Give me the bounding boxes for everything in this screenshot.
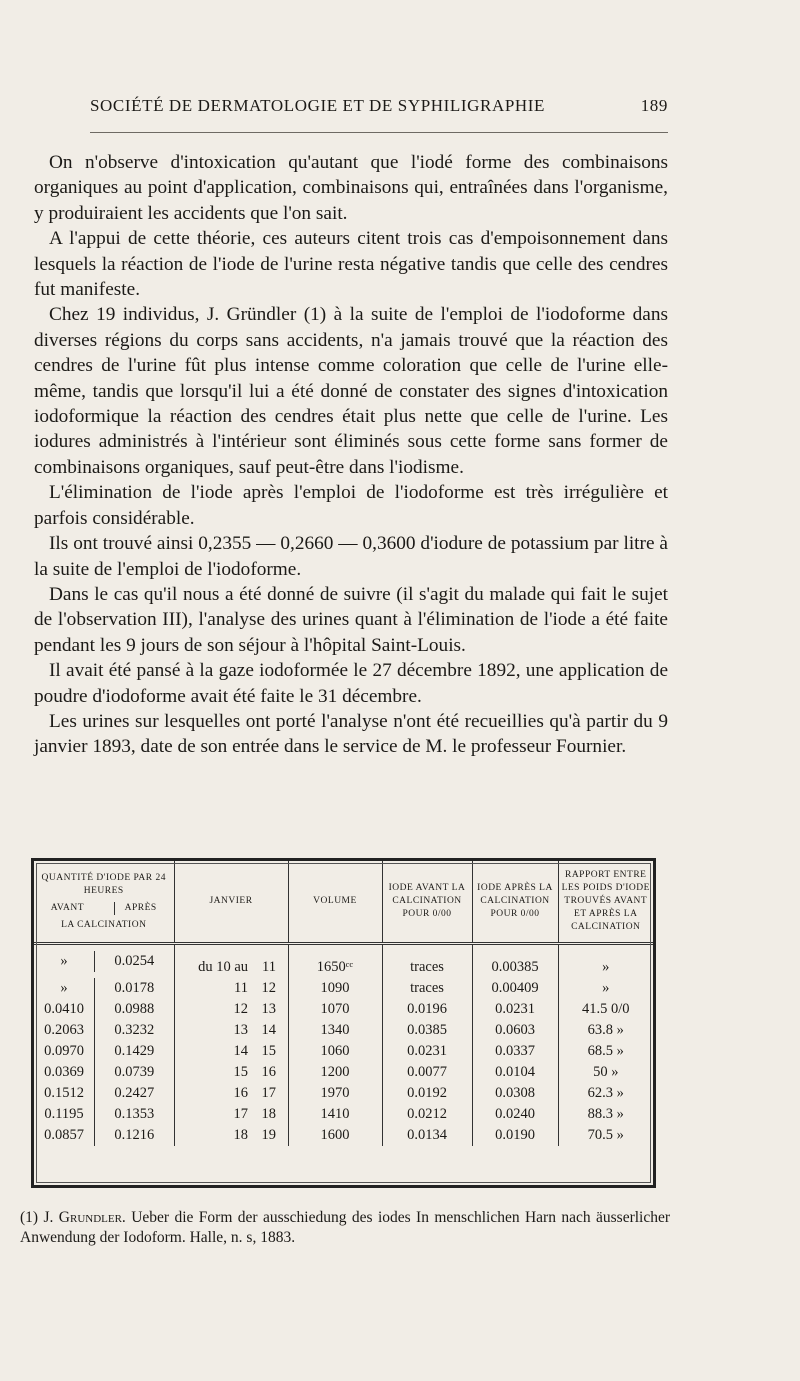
cell-volume: 1340 [288,1020,382,1041]
cell-janvier [174,944,288,979]
cell-iode-avant: 0.0212 [382,1104,472,1125]
cell-rapport: 68.5 » [587,1043,624,1059]
cell-volume: 1600 [288,1125,382,1146]
cell-apres: 0.3232 [114,1022,155,1038]
cell-apres: 0.1216 [114,1127,155,1143]
cell-iode-avant: traces [382,944,472,979]
cell-iode-apres: 0.0190 [472,1125,558,1146]
cell-iode-avant: 0.0134 [382,1125,472,1146]
cell-janvier [174,1062,288,1083]
cell-iode-avant: 0.0196 [382,999,472,1020]
cell-iode-apres: 0.0337 [472,1041,558,1062]
cell-quantite [34,944,174,979]
cell-janvier [174,1041,288,1062]
cell-janvier [174,978,288,999]
header-calcination: LA CALCINATION [61,919,147,930]
cell-janvier-to: 17 [261,1085,276,1101]
header-quantite-title: QUANTITÉ D'IODE PAR 24 HEURES [41,872,166,896]
header-volume: VOLUME [288,861,382,944]
cell-janvier-from: 14 [233,1043,248,1059]
cell-rapport: 70.5 » [587,1127,624,1143]
table-row [34,944,653,979]
cell-rapport: » [602,980,610,996]
cell-avant: 0.0970 [34,1041,95,1062]
cell-avant: 0.0857 [34,1125,95,1146]
cell-quantite [34,1125,174,1146]
header-rapport: RAPPORT ENTRE LES POIDS D'IODE TROUVÉS AVANT ET APRÈS LA CALCINATION [561,870,650,932]
running-header [90,96,668,116]
cell-apres: 0.2427 [114,1085,155,1101]
cell-quantite [34,978,174,999]
cell-quantite [34,1083,174,1104]
cell-janvier-from: 12 [233,1001,248,1017]
cell-iode-avant: 0.0192 [382,1083,472,1104]
cell-rapport: » [602,959,610,975]
cell-quantite [34,1020,174,1041]
cell-iode-avant: 0.0077 [382,1062,472,1083]
cell-apres: 0.1353 [114,1106,155,1122]
cell-quantite [34,1041,174,1062]
paragraph: Chez 19 individus, J. Gründler (1) à la suite de l'emploi de l'iodoforme dans diverses régions du corps sans accidents, n'a jamais trouvé que la réaction des cendres de l'urine fût plus intense comme coloration que celle de l'urine elle-même, tandis que lorsqu'il lui a été donné de constater des signes d'intoxication iodoformique la réaction des cendres était plus nette que celle de l'urine. Les iodures administrés à l'intérieur sont éliminés sous cette forme sans former de combinaisons organiques, sauf peut-être dans l'iodisme. [34,304,668,478]
cell-apres: 0.0988 [114,1001,155,1017]
cell-avant: 0.0369 [34,1062,95,1083]
footnote-author: J. Grundler. [43,1209,126,1226]
table-row [34,1041,653,1062]
cell-volume: 1410 [288,1104,382,1125]
cell-iode-avant: 0.0385 [382,1020,472,1041]
table-row [34,1083,653,1104]
cell-rapport: 63.8 » [587,1022,624,1038]
cell-iode-apres: 0.0308 [472,1083,558,1104]
paragraph: A l'appui de cette théorie, ces auteurs citent trois cas d'empoisonnement dans lesquels la réaction de l'iode de l'urine resta négative tandis que celle des cendres fut manifeste. [34,228,668,301]
footnote-text: Ueber die Form der ausschiedung des iodes In menschlichen Harn nach äusserlicher Anwendung der Iodoform. Halle, n. s, 1883. [20,1209,671,1246]
cell-rapport: 88.3 » [587,1106,624,1122]
cell-iode-apres: 0.0240 [472,1104,558,1125]
cell-janvier-from: 15 [233,1064,248,1080]
paragraph: On n'observe d'intoxication qu'autant que l'iodé forme des combinaisons organiques au point d'application, combinaisons qui, entraînées dans l'organisme, y produiraient les accidents que l'on sait. [34,152,668,224]
table-row [34,999,653,1020]
cell-janvier [174,1083,288,1104]
header-iode-apres: IODE APRÈS LA CALCINATION POUR 0/00 [472,861,558,944]
running-title: SOCIÉTÉ DE DERMATOLOGIE ET DE SYPHILIGRAPHIE [90,96,546,115]
cell-apres: 0.1429 [114,1043,155,1059]
cell-iode-avant: 0.0231 [382,1041,472,1062]
cell-janvier [174,1125,288,1146]
cell-janvier-from: 18 [233,1127,248,1143]
header-janvier: JANVIER [174,861,288,944]
header-iode-avant: IODE AVANT LA CALCINATION POUR 0/00 [382,861,472,944]
cell-apres: 0.0739 [114,1064,155,1080]
cell-iode-apres: 0.0603 [472,1020,558,1041]
header-rule [90,132,668,133]
cell-janvier-from: 16 [233,1085,248,1101]
cell-rapport: 50 » [593,1064,619,1080]
cell-rapport: 41.5 0/0 [581,1001,630,1017]
paragraph: L'élimination de l'iode après l'emploi de l'iodoforme est très irrégulière et parfois considérable. [34,482,668,529]
paragraph: Les urines sur lesquelles ont porté l'analyse n'ont été recueillies qu'à partir du 9 janvier 1893, date de son entrée dans le service de M. le professeur Fournier. [34,710,668,758]
cell-iode-apres: 0.00409 [472,978,558,999]
cell-volume: 1070 [288,999,382,1020]
header-avant: AVANT [50,902,85,913]
cell-quantite [34,1062,174,1083]
table-row [34,978,653,999]
cell-avant: 0.2063 [34,1020,95,1041]
body-text [34,150,668,760]
cell-janvier-to: 15 [261,1043,276,1059]
table-row [34,1125,653,1146]
page-number: 189 [640,96,668,115]
cell-rapport: 62.3 » [587,1085,624,1101]
cell-janvier [174,1020,288,1041]
paragraph: Dans le cas qu'il nous a été donné de suivre (il s'agit du malade qui fait le sujet de l'observation III), l'analyse des urines quant à l'élimination de l'iode a été faite pendant les 9 jours de son séjour à l'hôpital Saint-Louis. [34,583,668,656]
cell-janvier-to: 12 [261,980,276,996]
cell-janvier-to: 13 [261,1001,276,1017]
table-row [34,1104,653,1125]
cell-avant: » [34,978,95,999]
cell-iode-apres: 0.0231 [472,999,558,1020]
cell-volume: 1200 [288,1062,382,1083]
cell-iode-avant: traces [382,978,472,999]
cell-avant: 0.1512 [34,1083,95,1104]
cell-janvier-from: 11 [234,980,248,996]
paragraph: Il avait été pansé à la gaze iodoformée le 27 décembre 1892, une application de poudre d'iodoforme avait été faite le 31 décembre. [34,660,668,707]
cell-iode-apres: 0.0104 [472,1062,558,1083]
cell-janvier-from: 17 [233,1106,248,1122]
header-quantite [34,861,174,944]
table-row [34,1062,653,1083]
cell-avant: 0.1195 [34,1104,95,1125]
cell-apres: 0.0254 [114,953,155,969]
paragraph: Ils ont trouvé ainsi 0,2355 — 0,2660 — 0,3600 d'iodure de potassium par litre à la suite de l'emploi de l'iodoforme. [34,533,668,580]
cell-quantite [34,999,174,1020]
cell-janvier-to: 14 [261,1022,276,1038]
cell-quantite [34,1104,174,1125]
cell-janvier [174,1104,288,1125]
cell-apres: 0.0178 [114,980,155,996]
iodine-table [31,858,656,1188]
cell-avant: 0.0410 [34,999,95,1020]
cell-janvier-from: 13 [233,1022,248,1038]
cell-janvier-to: 18 [261,1106,276,1122]
cell-janvier-to: 19 [261,1127,276,1143]
cell-volume: 1090 [288,978,382,999]
cell-volume: 1970 [288,1083,382,1104]
cell-volume: 1650ᶜᶜ [288,944,382,979]
table-row [34,1020,653,1041]
cell-iode-apres: 0.00385 [472,944,558,979]
table-body [34,944,653,1147]
cell-janvier [174,999,288,1020]
cell-janvier-to: 16 [261,1064,276,1080]
footnote-marker: (1) [20,1209,39,1226]
cell-janvier-to: 11 [262,959,276,975]
header-apres: APRÈS [114,902,157,915]
footnote [20,1208,670,1248]
cell-janvier-from: du 10 au [198,959,248,975]
cell-volume: 1060 [288,1041,382,1062]
cell-avant: » [34,951,95,972]
table-header-row [34,861,653,944]
